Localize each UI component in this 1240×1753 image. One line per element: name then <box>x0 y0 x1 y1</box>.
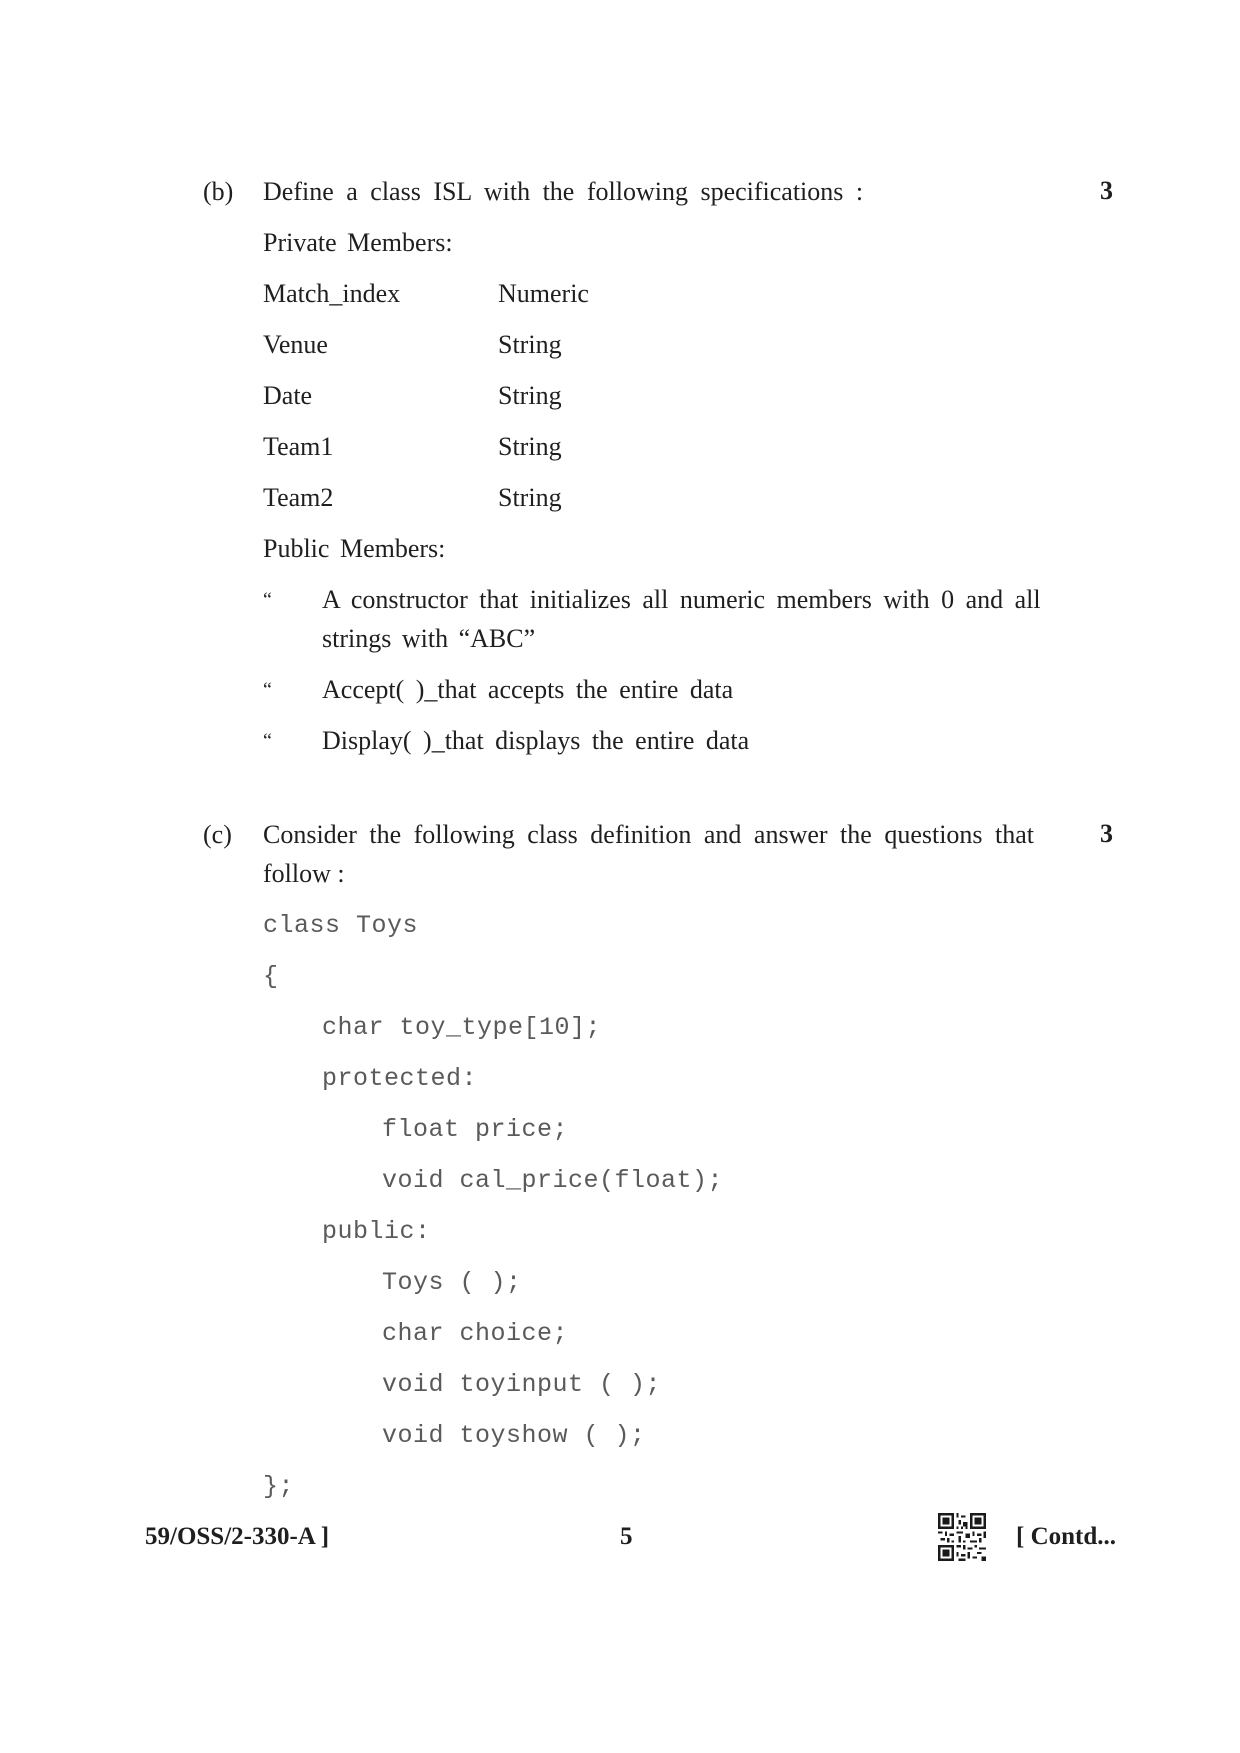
member-name: Team2 <box>263 483 334 512</box>
code-line: public: <box>322 1217 431 1246</box>
code-line: class Toys <box>263 911 419 940</box>
code-line: void toyinput ( ); <box>382 1370 662 1399</box>
member-name: Team1 <box>263 432 334 461</box>
bullet-text: A constructor that initializes all numeric members with 0 and all <box>322 585 1041 614</box>
question-c-text-continued: follow : <box>263 859 345 888</box>
public-members-heading: Public Members: <box>263 534 446 563</box>
code-line: char toy_type[10]; <box>322 1013 602 1042</box>
code-line: float price; <box>382 1115 569 1144</box>
code-line: void cal_price(float); <box>382 1166 724 1195</box>
member-type: String <box>498 381 562 410</box>
code-line: char choice; <box>382 1319 569 1348</box>
paper-code: 59/OSS/2-330-A ] <box>145 1523 330 1550</box>
question-c-label: (c) <box>203 820 232 849</box>
code-line: Toys ( ); <box>382 1268 522 1297</box>
bullet-mark: “ <box>263 589 272 611</box>
code-line: protected: <box>322 1064 478 1093</box>
member-type: String <box>498 330 562 359</box>
code-line: }; <box>263 1472 295 1501</box>
question-b-marks: 3 <box>1100 176 1113 205</box>
question-c-marks: 3 <box>1100 819 1113 848</box>
qr-code-icon <box>938 1513 986 1561</box>
bullet-mark: “ <box>263 730 272 752</box>
question-b-text: Define a class ISL with the following specifications : <box>263 177 864 206</box>
question-c-text: Consider the following class definition and answer the questions that <box>263 820 1035 849</box>
code-line: void toyshow ( ); <box>382 1421 646 1450</box>
private-members-heading: Private Members: <box>263 228 453 257</box>
question-b-label: (b) <box>203 177 234 206</box>
member-type: Numeric <box>498 279 589 308</box>
continued-label: [ Contd... <box>1016 1523 1117 1550</box>
member-type: String <box>498 432 562 461</box>
member-type: String <box>498 483 562 512</box>
code-line: { <box>263 962 279 991</box>
bullet-text: Display( )_that displays the entire data <box>322 726 750 755</box>
member-name: Match_index <box>263 279 401 308</box>
member-name: Venue <box>263 330 328 359</box>
bullet-text: Accept( )_that accepts the entire data <box>322 675 734 704</box>
bullet-mark: “ <box>263 679 272 701</box>
member-name: Date <box>263 381 313 410</box>
bullet-text-continued: strings with “ABC” <box>322 624 536 653</box>
page-number: 5 <box>620 1523 633 1550</box>
